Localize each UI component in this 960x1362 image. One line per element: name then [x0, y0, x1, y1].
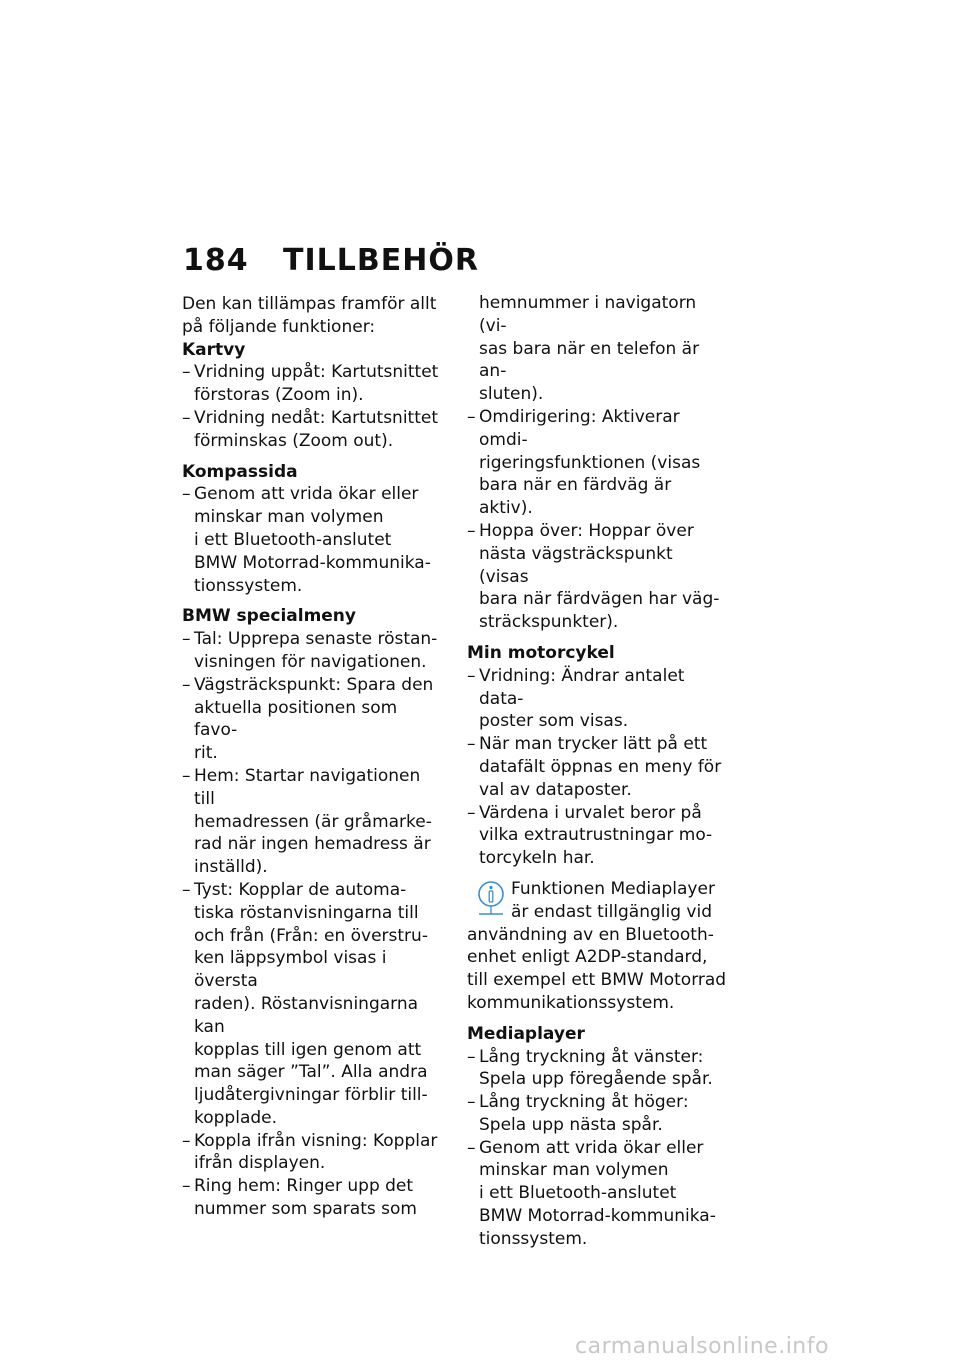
- note-line: är endast tillgänglig vid: [511, 901, 713, 922]
- list-item: – Koppla ifrån visning: Kopplar: [182, 1130, 442, 1153]
- list-item: – Tal: Upprepa senaste röstan-: [182, 628, 442, 651]
- list-item-continuation: bara när färdvägen har väg-: [479, 589, 720, 610]
- list-item: – Tyst: Kopplar de automa-: [182, 879, 442, 902]
- list-item-continuation: poster som visas.: [479, 711, 629, 732]
- list-item-continuation: rad när ingen hemadress är: [194, 834, 431, 855]
- list-item: – Vridning nedåt: Kartutsnittet: [182, 407, 442, 430]
- page-number: 184: [183, 243, 249, 278]
- list-mediaplayer: [467, 1046, 727, 1251]
- watermark: carmanualsonline.info: [575, 1334, 829, 1359]
- info-note: [467, 878, 727, 1015]
- list-item: – Genom att vrida ökar eller: [467, 1137, 727, 1160]
- list-item-continuation: ken läppsymbol visas i översta: [194, 948, 387, 992]
- list-item-continuation: hemnummer i navigatorn (vi-: [479, 293, 697, 336]
- list-item-continuation: raden). Röstanvisningarna kan: [194, 993, 419, 1037]
- right-column: [467, 292, 727, 1251]
- list-bmw-specialmeny: [182, 628, 442, 1221]
- list-item-continuation: visningen för navigationen.: [194, 651, 427, 672]
- list-item-continuation: BMW Motorrad-kommunika-: [194, 552, 431, 573]
- note-line: Funktionen Mediaplayer: [511, 878, 715, 899]
- list-item-continuation: förminskas (Zoom out).: [194, 430, 394, 451]
- list-item-continuation: minskar man volymen: [194, 507, 384, 528]
- list-item-continuation: ljudåtergivningar förblir till-: [194, 1085, 428, 1106]
- list-item-continuation: kopplade.: [194, 1107, 278, 1128]
- list-item: – Hem: Startar navigationen till: [182, 765, 442, 811]
- list-item-continuation: val av dataposter.: [479, 779, 632, 800]
- list-item-continuation: sluten).: [479, 384, 544, 405]
- list-kartvy: [182, 361, 442, 452]
- intro-paragraph: [182, 293, 442, 339]
- intro-line: på följande funktioner:: [182, 316, 376, 337]
- list-item-continuation: aktuella positionen som favo-: [194, 697, 398, 741]
- list-item-continuation: förstoras (Zoom in).: [194, 385, 364, 406]
- list-item-continuation: och från (Från: en överstru-: [194, 925, 428, 946]
- intro-line: Den kan tillämpas framför allt: [182, 294, 437, 314]
- list-item: – Lång tryckning åt vänster:: [467, 1046, 727, 1069]
- list-item-continuation: minskar man volymen: [479, 1160, 669, 1181]
- list-item-continuation: rit.: [194, 743, 218, 764]
- list-item-continuation: sas bara när en telefon är an-: [479, 338, 700, 382]
- note-line: kommunikationssystem.: [467, 992, 675, 1013]
- list-item-continuation: nästa vägsträckspunkt (visas: [479, 543, 673, 587]
- list-item-continuation: sträckspunkter).: [479, 612, 619, 633]
- note-line: till exempel ett BMW Motorrad: [467, 970, 727, 991]
- list-item: – Vridning: Ändrar antalet data-: [467, 665, 727, 711]
- list-item-continuation: Spela upp nästa spår.: [479, 1114, 663, 1135]
- left-column: [182, 293, 442, 1221]
- section-title: TILLBEHÖR: [283, 243, 479, 278]
- list-bmw-specialmeny-cont: [467, 406, 727, 634]
- list-item: – Värdena i urvalet beror på: [467, 802, 727, 825]
- list-item-continuation: datafält öppnas en meny för: [479, 756, 722, 777]
- list-item-continuation: kopplas till igen genom att: [194, 1039, 422, 1060]
- list-item: – Vägsträckspunkt: Spara den: [182, 674, 442, 697]
- info-icon: [475, 880, 507, 920]
- list-item: – Hoppa över: Hoppar över: [467, 520, 727, 543]
- list-item-continuation: man säger ”Tal”. Alla andra: [194, 1062, 428, 1083]
- list-item-continuation: BMW Motorrad-kommunika-: [479, 1206, 716, 1227]
- list-item-continuation: torcykeln har.: [479, 848, 595, 869]
- list-item: – Genom att vrida ökar eller: [182, 483, 442, 506]
- list-min-motorcykel: [467, 665, 727, 870]
- list-item: – Ring hem: Ringer upp det: [182, 1175, 442, 1198]
- list-kompassida: [182, 483, 442, 597]
- list-item-continuation: rigeringsfunktionen (visas: [479, 452, 701, 473]
- list-item-continuation: i ett Bluetooth-anslutet: [194, 529, 392, 550]
- list-item-continuation: inställd).: [194, 857, 268, 878]
- list-item-continuation: hemadressen (är gråmarke-: [194, 811, 432, 832]
- page-header: [183, 243, 479, 279]
- list-item-continuation: tionssystem.: [194, 575, 303, 596]
- note-line: användning av en Bluetooth-: [467, 924, 714, 945]
- list-item-continuation: tionssystem.: [479, 1228, 588, 1249]
- note-line: enhet enligt A2DP-standard,: [467, 947, 708, 968]
- list-item: – Lång tryckning åt höger:: [467, 1091, 727, 1114]
- heading-bmw-specialmeny: BMW specialmeny: [182, 606, 356, 627]
- heading-mediaplayer: Mediaplayer: [467, 1023, 585, 1044]
- list-item-continuation: tiska röstanvisningarna till: [194, 902, 419, 923]
- list-item-continuation: nummer som sparats som: [194, 1199, 417, 1220]
- heading-kompassida: Kompassida: [182, 461, 298, 482]
- list-item: – Vridning uppåt: Kartutsnittet: [182, 361, 442, 384]
- list-item-continuation: ifrån displayen.: [194, 1153, 326, 1174]
- list-item-continuation: Spela upp föregående spår.: [479, 1069, 713, 1090]
- list-item-continuation: vilka extrautrustningar mo-: [479, 825, 713, 846]
- list-item-continuation: bara när en färdväg är aktiv).: [479, 475, 672, 519]
- heading-kartvy: Kartvy: [182, 339, 246, 360]
- list-item-continuation: i ett Bluetooth-anslutet: [479, 1183, 677, 1204]
- list-item: – Omdirigering: Aktiverar omdi-: [467, 406, 727, 452]
- list-item: – När man trycker lätt på ett: [467, 733, 727, 756]
- heading-min-motorcykel: Min motorcykel: [467, 642, 615, 663]
